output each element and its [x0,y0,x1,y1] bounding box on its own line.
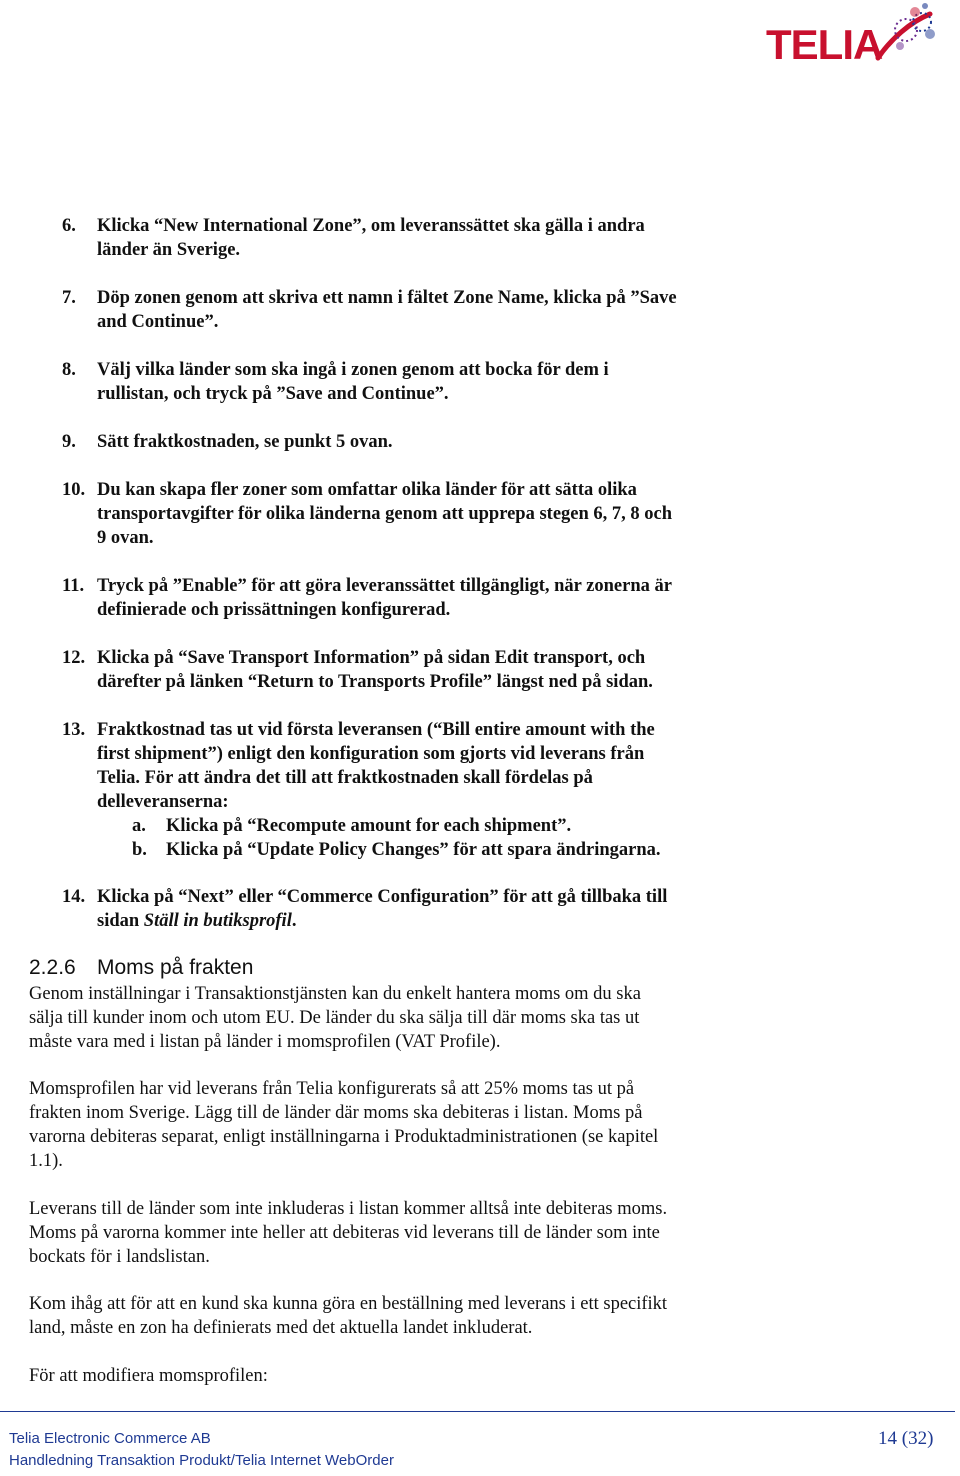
sub-list-item [97,814,797,838]
section-number: 2.2.6 [29,956,76,979]
paragraph-line: varorna debiteras separat, enligt inställningarna i Produktadministrationen (se kapitel [29,1127,659,1147]
list-item-text: Välj vilka länder som ska ingå i zonen genom att bocka för dem i [97,360,609,380]
sub-list-item-letter: b. [132,840,147,860]
list-item-number: 11. [62,576,85,596]
paragraph-line: land, måste en zon ha definierats med det aktuella landet inkluderat. [29,1318,533,1338]
footer-divider [0,1411,955,1412]
list-item-text: Du kan skapa fler zoner som omfattar olika länder för att sätta olika [97,480,637,500]
sub-list-item [97,838,797,862]
paragraph-line: frakten inom Sverige. Lägg till de länder där moms ska debiteras i listan. Moms på [29,1103,643,1123]
paragraph [29,1292,789,1340]
list-item-text: and Continue”. [97,312,219,332]
footer-page-number: 14 (32) [878,1428,934,1449]
paragraph-line: För att modifiera momsprofilen: [29,1366,268,1386]
list-item-number: 10. [62,480,86,500]
list-item-text: Fraktkostnad tas ut vid första leveransen (“Bill entire amount with the [97,720,655,740]
footer-company: Telia Electronic Commerce AB [9,1430,211,1447]
list-item-text: rullistan, och tryck på ”Save and Continue”. [97,384,449,404]
paragraph [29,1364,789,1388]
list-item-number: 14. [62,887,86,907]
list-item-text: Döp zonen genom att skriva ett namn i fältet Zone Name, klicka på ”Save [97,288,677,308]
list-item-number: 9. [62,432,76,452]
list-item-text: definierade och prissättningen konfigurerad. [97,600,451,620]
sub-list-item-text: Klicka på “Recompute amount for each shipment”. [166,816,572,836]
paragraph-line: Genom inställningar i Transaktionstjänsten kan du enkelt hantera moms om du ska [29,984,641,1004]
text-run: . [291,911,297,931]
list-item-text: Klicka på “Next” eller “Commerce Configuration” för att gå tillbaka till [97,887,668,907]
paragraph [29,982,789,1054]
list-item-number: 8. [62,360,76,380]
list-item-text: länder än Sverige. [97,240,241,260]
list-item-text: Sätt fraktkostnaden, se punkt 5 ovan. [97,432,393,452]
list-item-text: Tryck på ”Enable” för att göra leveranssättet tillgängligt, när zonerna är [97,576,672,596]
list-item-number: 13. [62,720,86,740]
list-item-text: Klicka på “Save Transport Information” på sidan Edit transport, och [97,648,646,668]
list-item-text: transportavgifter för olika länderna genom att upprepa stegen 6, 7, 8 och [97,504,673,524]
paragraph-line: Kom ihåg att för att en kund ska kunna göra en beställning med leverans i ett specifikt [29,1294,668,1314]
paragraph-line: måste vara med i listan på länder i momsprofilen (VAT Profile). [29,1032,501,1052]
paragraph-line: bockats för i landslistan. [29,1247,210,1267]
list-item-text: delleveranserna: [97,792,229,812]
telia-logo [760,0,950,76]
text-run: sidan [97,911,144,931]
paragraph-line: Leverans till de länder som inte inkluderas i listan kommer alltså inte debiteras moms. [29,1199,668,1219]
logo-wordmark: TELIA [766,21,883,68]
list-item-text: Klicka “New International Zone”, om leveranssättet ska gälla i andra [97,216,645,236]
list-item-number: 12. [62,648,86,668]
list-item-text: Telia. För att ändra det till att fraktkostnaden skall fördelas på [97,768,593,788]
footer-document-title: Handledning Transaktion Produkt/Telia Internet WebOrder [9,1452,394,1469]
list-item-text: därefter på länken “Return to Transports Profile” längst ned på sidan. [97,672,653,692]
paragraph-line: sälja till kunder inom och utom EU. De länder du ska sälja till där moms ska tas ut [29,1008,640,1028]
paragraph [29,1077,789,1173]
list-item-text [97,909,797,933]
list-item-text: 9 ovan. [97,528,154,548]
sub-list-item-letter: a. [132,816,146,836]
list-item-number: 6. [62,216,76,236]
section-title: Moms på frakten [97,956,254,979]
list-item-number: 7. [62,288,76,308]
section-heading [29,955,253,981]
paragraph-line: Moms på varorna kommer inte heller att debiteras vid leverans till de länder som inte [29,1223,660,1243]
list-item-text: first shipment”) enligt den konfiguration som gjorts vid leverans från [97,744,645,764]
paragraph-line: 1.1). [29,1151,63,1171]
paragraph-line: Momsprofilen har vid leverans från Telia konfigurerats så att 25% moms tas ut på [29,1079,635,1099]
paragraph [29,1197,789,1269]
emphasized-link-text: Ställ in butiksprofil [143,911,292,931]
sub-list-item-text: Klicka på “Update Policy Changes” för att spara ändringarna. [166,840,661,860]
